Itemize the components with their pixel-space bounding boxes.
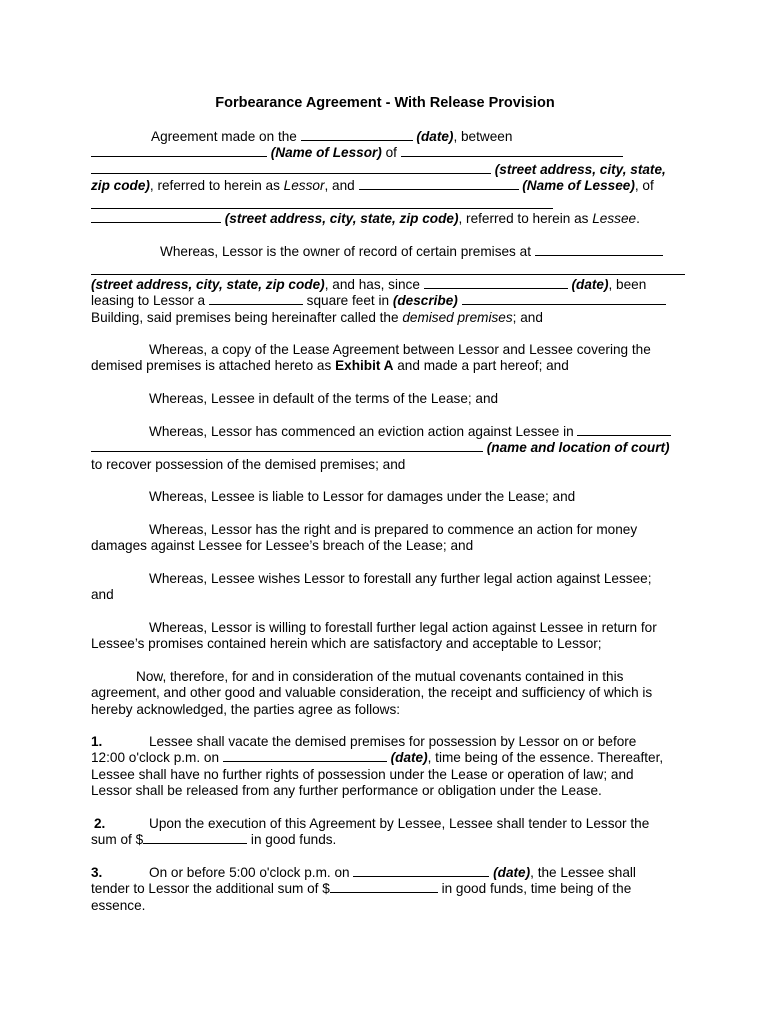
now-therefore-text-2: agreement, and other good and valuable consideration, the receipt and sufficiency of which is (91, 685, 653, 701)
date-label: (date) (416, 129, 454, 144)
square-feet-blank[interactable] (209, 293, 303, 305)
now-therefore-text-3: hereby acknowledged, the parties agree as follows: (91, 701, 401, 717)
default-text: Whereas, Lessee in default of the terms of the Lease; and (149, 391, 499, 406)
willing-text-2: Lessee’s promises contained herein which are satisfactory and acceptable to Lessor; (91, 636, 602, 652)
clause-3-text-b: , the Lessee shall (530, 865, 636, 880)
lessee-term: Lessee (592, 211, 637, 227)
owner-text: Whereas, Lessor is the owner of record of certain premises at (160, 244, 531, 259)
forestall-text-2: and (91, 587, 114, 603)
lease-copy-text: Whereas, a copy of the Lease Agreement between Lessor and Lessee covering the (149, 342, 651, 357)
part-hereof-text: and made a part hereof; and (397, 358, 569, 374)
describe-label: (describe) (392, 293, 458, 309)
of-text-2: , of (634, 178, 654, 194)
clause-3-text-e: essence. (91, 897, 146, 913)
court-blank-2[interactable] (91, 440, 483, 452)
clause-1-number: 1. (91, 734, 103, 749)
right-text-2: damages against Lessee for Lessee’s breach of the Lease; and (91, 538, 474, 554)
lessor-street-label: (street address, city, state, (494, 161, 666, 177)
lessor-term: Lessor (283, 178, 325, 194)
liable-text: Whereas, Lessee is liable to Lessor for damages under the Lease; and (149, 489, 576, 504)
clause-1-text-c: , time being of the essence. Thereafter, (427, 750, 664, 766)
lessor-address-blank-2[interactable] (91, 162, 491, 174)
court-label: (name and location of court) (486, 440, 670, 456)
leasing-text: leasing to Lessor a (91, 293, 206, 309)
court-blank-1[interactable] (577, 424, 671, 436)
clause-3-text-c: tender to Lessor the additional sum of $ (91, 881, 330, 897)
since-date-label: (date) (571, 276, 609, 292)
between-text: , between (453, 129, 513, 144)
square-feet-text: square feet in (306, 293, 390, 309)
lessee-name-blank[interactable] (359, 178, 519, 190)
whereas-default-paragraph (91, 391, 681, 407)
clause-3 (91, 865, 681, 914)
whereas-forestall-paragraph (91, 571, 681, 604)
lessee-address-blank-2[interactable] (91, 211, 221, 223)
clause-2-text-b: sum of $ (91, 832, 144, 848)
and-text: ; and (512, 309, 543, 325)
whereas-eviction-paragraph (91, 424, 681, 473)
whereas-liable-paragraph (91, 489, 681, 505)
sum-blank-1[interactable] (143, 832, 247, 844)
eviction-text: Whereas, Lessor has commenced an eviction action against Lessee in (149, 424, 574, 439)
right-text-1: Whereas, Lessor has the right and is prepared to commence an action for money (149, 522, 638, 537)
clause-1-text-d: Lessee shall have no further rights of possession under the Lease or operation of law; and (91, 766, 634, 782)
of-text: of (385, 145, 397, 161)
clause-2-text-a: Upon the execution of this Agreement by Lessee, Lessee shall tender to Lessor the (149, 816, 650, 831)
whereas-owner-paragraph (91, 244, 681, 326)
clause-2 (91, 816, 681, 849)
clause-1 (91, 734, 681, 800)
clause-3-text-a: On or before 5:00 o'clock p.m. on (149, 865, 350, 880)
and-text: , and (324, 178, 355, 194)
agreement-intro-paragraph (91, 129, 681, 227)
now-therefore-text-1: Now, therefore, for and in consideration of the mutual covenants contained in this (136, 669, 624, 684)
intro-text: Agreement made on the (151, 129, 297, 144)
whereas-right-paragraph (91, 522, 681, 555)
period: . (636, 211, 640, 227)
lessee-name-label: (Name of Lessee) (522, 178, 635, 194)
additional-date-label: (date) (493, 865, 531, 880)
since-date-blank[interactable] (424, 277, 568, 289)
building-text: Building, said premises being hereinafter called the (91, 309, 399, 325)
forestall-text-1: Whereas, Lessee wishes Lessor to forestall any further legal action against Lessee; (149, 571, 652, 586)
clause-2-text-c: in good funds. (250, 832, 337, 848)
clause-1-text-e: Lessor shall be released from any further performance or obligation under the Lease. (91, 783, 602, 799)
clause-3-number: 3. (91, 865, 103, 880)
been-text: , been (608, 276, 647, 292)
lessor-address-blank-1[interactable] (401, 145, 623, 157)
premises-street-label: (street address, city, state, zip code) (91, 276, 325, 292)
lessor-zip-label: zip code) (91, 178, 150, 194)
recover-text: to recover possession of the demised premises; and (91, 456, 406, 472)
lessee-street-label: (street address, city, state, zip code) (224, 211, 459, 227)
additional-date-blank[interactable] (353, 865, 489, 877)
attached-text: demised premises is attached hereto as (91, 358, 332, 374)
lessor-name-blank[interactable] (91, 145, 267, 157)
describe-blank[interactable] (462, 293, 666, 305)
referred-text-1: , referred to herein as (149, 178, 280, 194)
lessor-name-label: (Name of Lessor) (270, 145, 382, 161)
whereas-lease-copy-paragraph (91, 342, 681, 375)
has-since-text: , and has, since (324, 276, 420, 292)
exhibit-a-label: Exhibit A (335, 358, 394, 374)
date-blank[interactable] (301, 129, 413, 141)
demised-premises-term: demised premises (402, 309, 513, 325)
willing-text-1: Whereas, Lessor is willing to forestall further legal action against Lessee in return for (149, 620, 657, 635)
now-therefore-paragraph (91, 669, 681, 718)
vacate-date-blank[interactable] (223, 750, 387, 762)
document-title: Forbearance Agreement - With Release Provision (215, 95, 555, 111)
premises-blank-2[interactable] (91, 260, 681, 276)
lessee-address-blank-1[interactable] (91, 195, 681, 211)
clause-1-text-a: Lessee shall vacate the demised premises for possession by Lessor on or before (149, 734, 637, 749)
referred-text-2: , referred to herein as (458, 211, 589, 227)
sum-blank-2[interactable] (330, 881, 438, 893)
clause-1-text-b: 12:00 o'clock p.m. on (91, 750, 220, 766)
clause-2-number: 2. (94, 816, 106, 831)
whereas-willing-paragraph (91, 620, 681, 653)
vacate-date-label: (date) (390, 750, 428, 766)
clause-3-text-d: in good funds, time being of the (441, 881, 632, 897)
premises-blank-1[interactable] (535, 244, 663, 256)
